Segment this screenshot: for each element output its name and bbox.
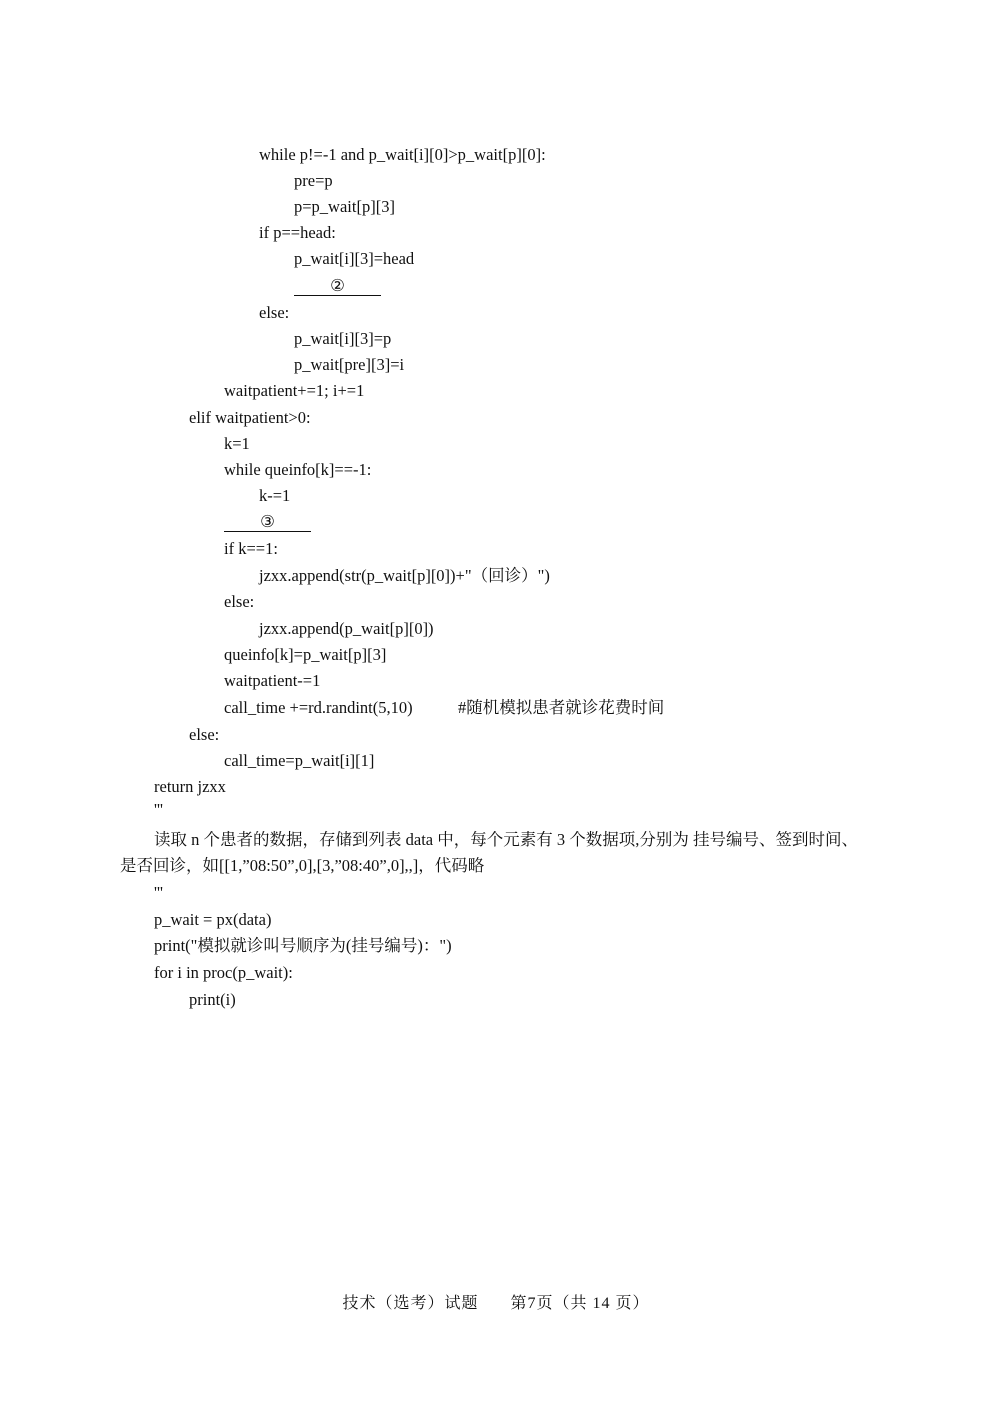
code-line: else:: [224, 592, 255, 611]
code-line: p_wait[pre][3]=i: [294, 355, 405, 374]
code-line: k-=1: [259, 486, 291, 505]
code-line: p=p_wait[p][3]: [294, 197, 395, 216]
answer-blank-3[interactable]: ③: [224, 512, 311, 532]
footer-page-number: 第7页（共 14 页）: [510, 1295, 650, 1312]
code-line: else:: [259, 303, 290, 322]
code-line: jzxx.append(p_wait[p][0]): [259, 619, 434, 638]
code-line: call_time +=rd.randint(5,10): [224, 698, 413, 717]
code-line: return jzxx: [154, 777, 226, 796]
code-line: queinfo[k]=p_wait[p][3]: [224, 645, 387, 664]
code-line: else:: [189, 725, 220, 744]
code-line: p_wait = px(data): [154, 910, 272, 929]
code-line: if p==head:: [259, 223, 336, 242]
footer-subject: 技术（选考）试题: [342, 1295, 479, 1312]
paragraph-line: 是否回诊，如[[1,”08:50”,0],[3,”08:40”,0],,]，代码略: [120, 856, 485, 875]
code-line: p_wait[i][3]=p: [294, 329, 392, 348]
code-line: k=1: [224, 434, 250, 453]
code-line: for i in proc(p_wait):: [154, 963, 293, 982]
code-line: elif waitpatient>0:: [189, 408, 311, 427]
code-line: ''': [154, 883, 163, 902]
code-line: call_time=p_wait[i][1]: [224, 751, 375, 770]
code-line: p_wait[i][3]=head: [294, 249, 415, 268]
code-line: pre=p: [294, 171, 333, 190]
code-line: print(i): [189, 990, 236, 1009]
code-line: while p!=-1 and p_wait[i][0]>p_wait[p][0]:: [259, 145, 546, 164]
code-line: waitpatient-=1: [224, 671, 321, 690]
code-comment: #随机模拟患者就诊花费时间: [458, 698, 665, 717]
code-line: ''': [154, 800, 163, 819]
code-line: print("模拟就诊叫号顺序为(挂号编号)："): [154, 936, 452, 955]
code-line: waitpatient+=1; i+=1: [224, 381, 365, 400]
code-line: jzxx.append(str(p_wait[p][0])+"（回诊）"): [259, 566, 550, 585]
code-line: if k==1:: [224, 539, 278, 558]
answer-blank-2[interactable]: ②: [294, 276, 381, 296]
paragraph-line: 读取 n 个患者的数据，存储到列表 data 中，每个元素有 3 个数据项,分别为 挂号编号、签到时间、: [154, 830, 858, 849]
page-footer: [0, 1294, 992, 1314]
code-line: while queinfo[k]==-1:: [224, 460, 372, 479]
